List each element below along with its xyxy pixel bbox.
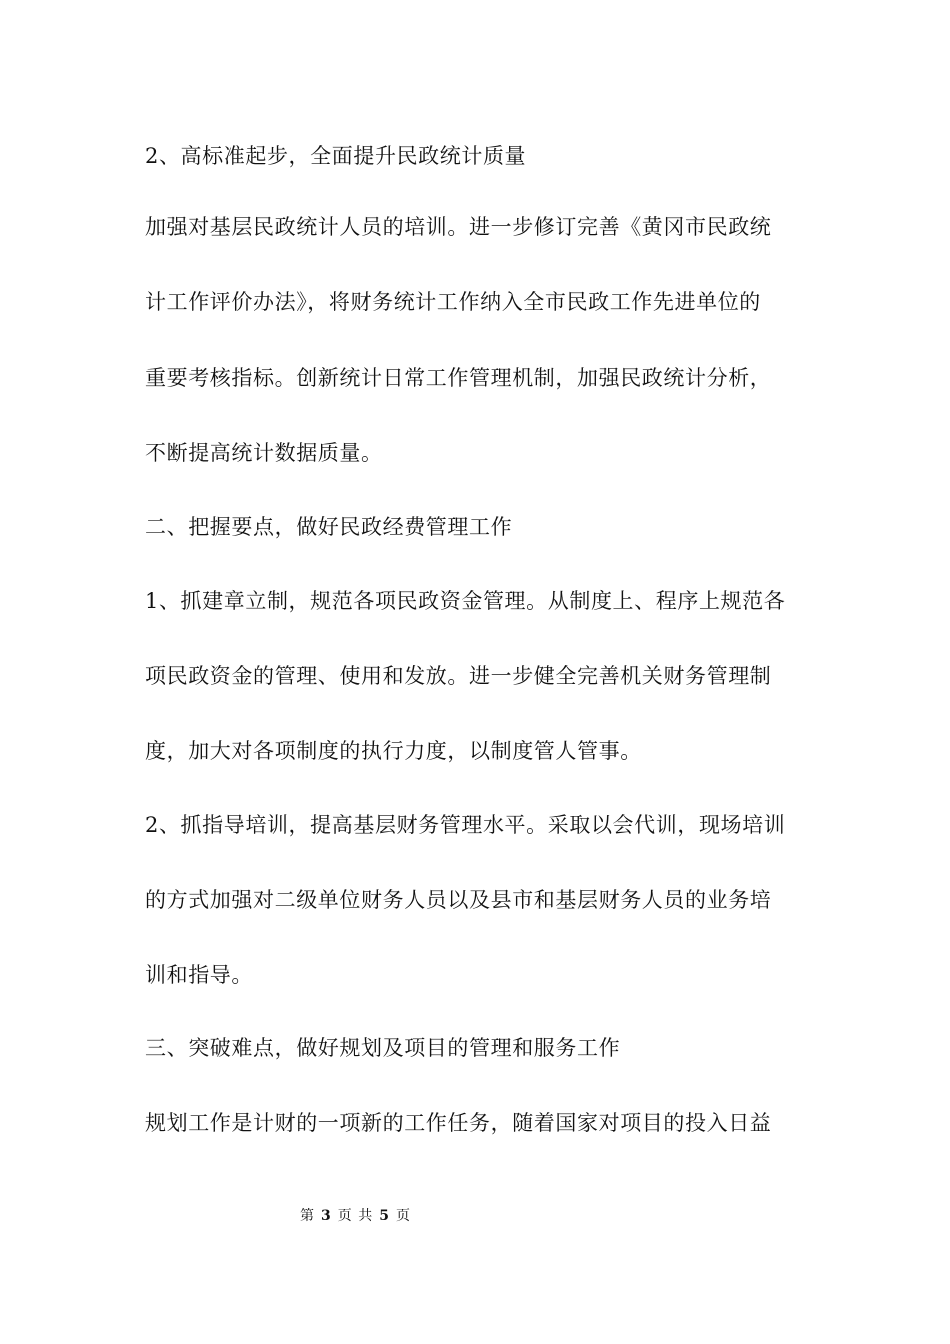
footer-suffix: 页 — [395, 1208, 411, 1224]
paragraph-line: 计工作评价办法》，将财务统计工作纳入全市民政工作先进单位的 — [145, 290, 761, 314]
section-heading: 2、高标准起步，全面提升民政统计质量 — [145, 144, 527, 168]
paragraph-line: 的方式加强对二级单位财务人员以及县市和基层财务人员的业务培 — [145, 888, 772, 912]
paragraph-line: 度，加大对各项制度的执行力度，以制度管人管事。 — [145, 739, 642, 763]
page-footer — [0, 1206, 950, 1226]
section-heading: 二、把握要点，做好民政经费管理工作 — [145, 515, 513, 539]
footer-middle: 页 共 — [337, 1208, 374, 1224]
footer-current-page: 3 — [321, 1208, 332, 1224]
paragraph-line: 不断提高统计数据质量。 — [145, 441, 383, 465]
paragraph-line: 训和指导。 — [145, 963, 253, 987]
section-heading: 三、突破难点，做好规划及项目的管理和服务工作 — [145, 1036, 621, 1060]
paragraph-line: 重要考核指标。创新统计日常工作管理机制，加强民政统计分析， — [145, 366, 772, 390]
paragraph-line: 项民政资金的管理、使用和发放。进一步健全完善机关财务管理制 — [145, 664, 772, 688]
footer-total-pages: 5 — [379, 1208, 390, 1224]
paragraph-line: 2、抓指导培训，提高基层财务管理水平。采取以会代训，现场培训 — [145, 813, 786, 837]
paragraph-line: 加强对基层民政统计人员的培训。进一步修订完善《黄冈市民政统 — [145, 215, 772, 239]
paragraph-line: 1、抓建章立制，规范各项民政资金管理。从制度上、程序上规范各 — [145, 589, 786, 613]
paragraph-line: 规划工作是计财的一项新的工作任务，随着国家对项目的投入日益 — [145, 1111, 772, 1135]
footer-prefix: 第 — [300, 1208, 315, 1224]
